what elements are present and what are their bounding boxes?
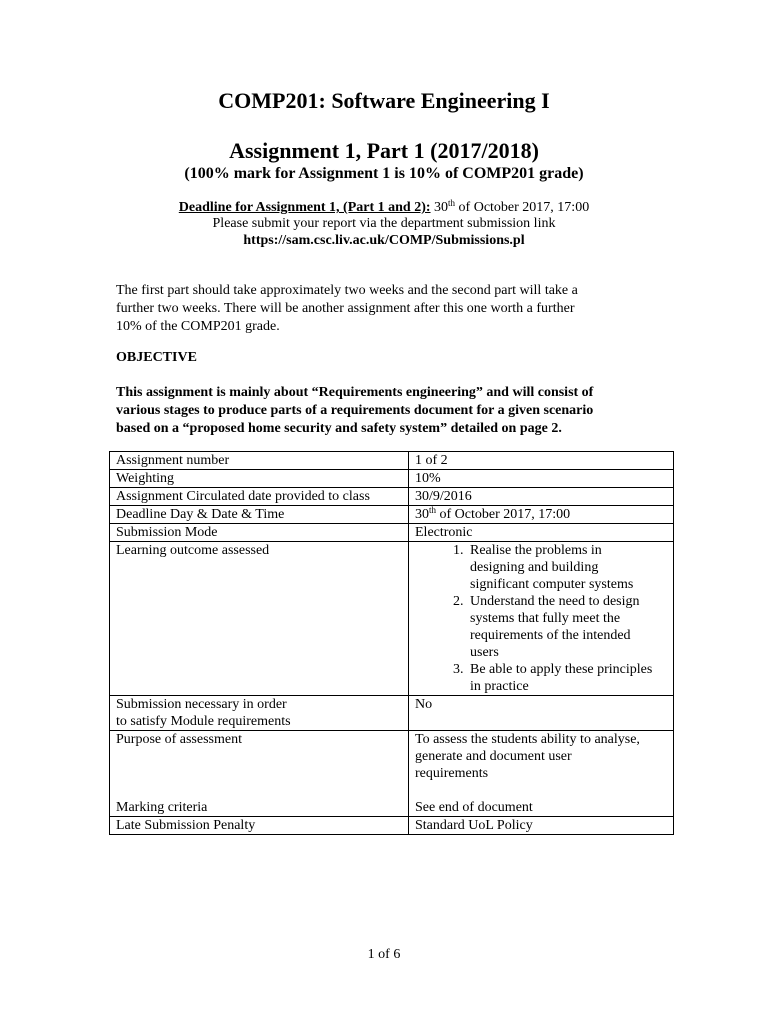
row-label-line: Submission necessary in order — [116, 697, 287, 712]
table-row — [110, 524, 674, 542]
objective-line: This assignment is mainly about “Requirements engineering” and will consist of — [116, 385, 594, 400]
submit-instructions: Please submit your report via the department submission link — [212, 216, 556, 231]
deadline-line — [0, 200, 768, 216]
deadline-day-suffix: th — [448, 198, 456, 208]
table-row — [110, 452, 674, 470]
marking-label: Marking criteria — [116, 800, 208, 815]
row-label: Submission Mode — [110, 524, 409, 542]
row-label: Learning outcome assessed — [110, 542, 409, 696]
row-value — [409, 731, 674, 817]
submission-link[interactable]: https://sam.csc.liv.ac.uk/COMP/Submissions.pl — [243, 233, 525, 248]
purpose-line: requirements — [415, 766, 489, 781]
list-item-line: systems that fully meet the — [470, 611, 621, 626]
intro-line: further two weeks. There will be another assignment after this one worth a further — [116, 301, 575, 316]
row-value: Standard UoL Policy — [409, 817, 674, 835]
assignment-title: Assignment 1, Part 1 (2017/2018) — [229, 138, 539, 163]
table-row — [110, 696, 674, 731]
purpose-line: generate and document user — [415, 749, 572, 764]
intro-line: The first part should take approximately two weeks and the second part will take a — [116, 283, 578, 298]
objective-paragraph — [116, 384, 656, 438]
row-label: Deadline Day & Date & Time — [110, 506, 409, 524]
assignment-info-table — [109, 451, 674, 835]
row-label-line: to satisfy Module requirements — [116, 714, 291, 729]
row-value: 10% — [409, 470, 674, 488]
row-label — [110, 696, 409, 731]
objective-line: various stages to produce parts of a requirements document for a given scenario — [116, 403, 594, 418]
deadline-rest: of October 2017, 17:00 — [455, 200, 590, 215]
row-value: Electronic — [409, 524, 674, 542]
page-number: 1 of 6 — [367, 947, 401, 962]
list-item-line: 3. Be able to apply these principles — [470, 662, 653, 677]
course-title: COMP201: Software Engineering I — [218, 88, 550, 113]
deadline-day: 30 — [434, 200, 449, 215]
objective-line: based on a “proposed home security and safety system” detailed on page 2. — [116, 421, 562, 436]
list-item-line: 2. Understand the need to design — [470, 594, 640, 609]
list-item-line: 1. Realise the problems in — [470, 543, 602, 558]
deadline-label: Deadline for Assignment 1, (Part 1 and 2): — [178, 200, 431, 215]
row-label — [110, 731, 409, 817]
row-label: Late Submission Penalty — [110, 817, 409, 835]
list-item-line: designing and building — [470, 560, 599, 575]
grade-note: (100% mark for Assignment 1 is 10% of COMP201 grade) — [184, 165, 584, 182]
list-item — [467, 542, 673, 593]
list-item — [467, 593, 673, 661]
row-value: 30/9/2016 — [409, 488, 674, 506]
list-item — [467, 661, 673, 695]
learning-outcome-list — [415, 542, 673, 695]
objective-heading: OBJECTIVE — [116, 350, 197, 365]
list-item-line: in practice — [470, 679, 529, 694]
row-label: Assignment number — [110, 452, 409, 470]
intro-line: 10% of the COMP201 grade. — [116, 319, 280, 334]
intro-paragraph — [116, 282, 656, 336]
deadline-day: 30 — [415, 507, 429, 522]
table-row — [110, 817, 674, 835]
table-row — [110, 731, 674, 817]
row-value — [409, 542, 674, 696]
row-value: No — [409, 696, 674, 731]
list-item-line: users — [470, 645, 499, 660]
marking-value: See end of document — [415, 800, 533, 815]
list-item-line: significant computer systems — [470, 577, 634, 592]
table-row — [110, 506, 674, 524]
deadline-rest: of October 2017, 17:00 — [436, 507, 571, 522]
row-value — [409, 506, 674, 524]
row-label: Weighting — [110, 470, 409, 488]
table-row — [110, 542, 674, 696]
table-row — [110, 470, 674, 488]
purpose-label: Purpose of assessment — [116, 732, 242, 747]
row-value: 1 of 2 — [409, 452, 674, 470]
list-item-line: requirements of the intended — [470, 628, 631, 643]
row-label: Assignment Circulated date provided to class — [110, 488, 409, 506]
purpose-line: To assess the students ability to analyse, — [415, 732, 640, 747]
deadline-day-suffix: th — [429, 505, 437, 515]
table-row — [110, 488, 674, 506]
